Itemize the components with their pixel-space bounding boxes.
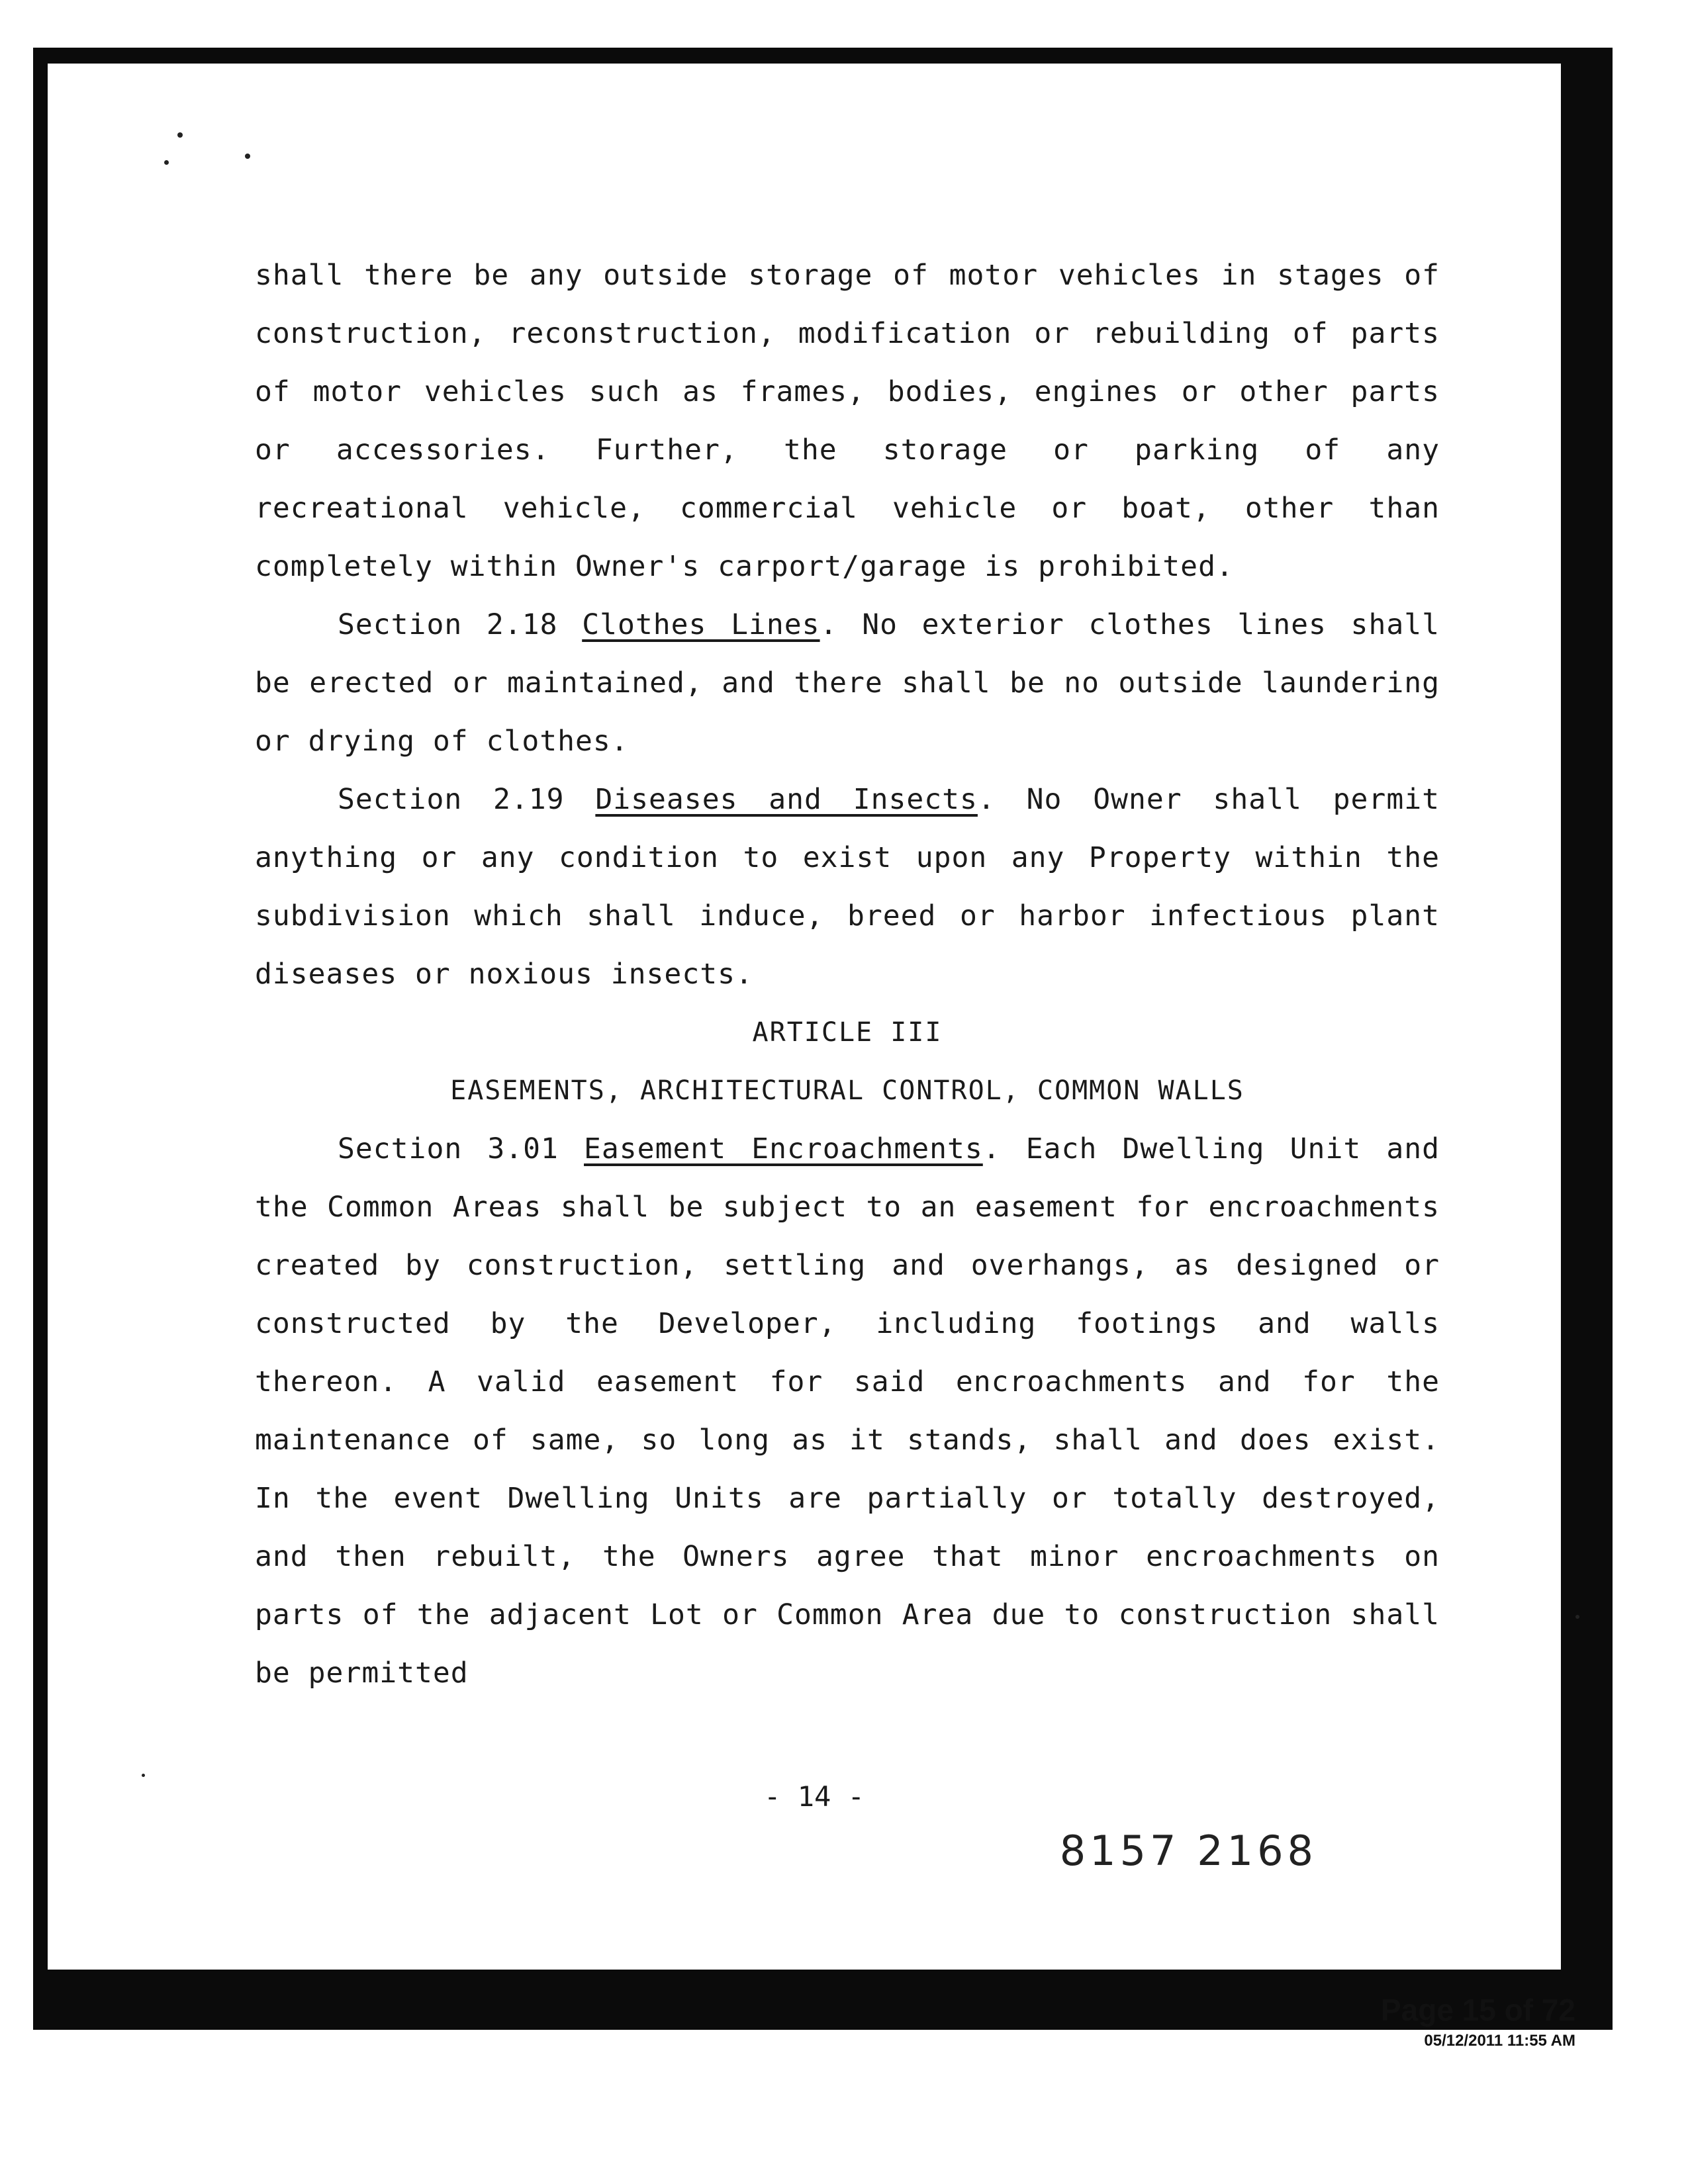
scan-speck [1575, 1615, 1579, 1619]
section-number: Section 2.19 [338, 783, 565, 816]
section-3-01: Section 3.01 Easement Encroachments. Each Dwelling Unit and the Common Areas shall be subject to an easement for encroachments created by construction, settling and overhangs, as designed or constructed by the Developer, including footings and walls thereon. A valid easement for said encroachments and for the maintenance of same, so long as it stands, shall and does exist. In the event Dwelling Units are partially or totally destroyed, and then rebuilt, the Owners agree that minor encroachments on parts of the adjacent Lot or Common Area due to construction shall be permitted [255, 1132, 1440, 1690]
section-text: No Owner shall permit anything or any condition to exist upon any Property within the subdivision which shall induce, breed or harbor infectious plant diseases or noxious insects. [255, 783, 1440, 991]
scan-speck [245, 154, 250, 159]
article-label: ARTICLE III [752, 1017, 943, 1048]
section-title: Clothes Lines [582, 608, 820, 641]
paragraph-storage: shall there be any outside storage of motor vehicles in stages of construction, reconstruction, modification or rebuilding of parts of motor vehicles such as frames, bodies, engines or other parts or accessories. Further, the storage or parking of any recreational vehicle, commercial vehicle or boat, other than completely within Owner's carport/garage is prohibited. [255, 259, 1440, 583]
article-title: EASEMENTS, ARCHITECTURAL CONTROL, COMMON WALLS [450, 1075, 1244, 1106]
section-text: No exterior clothes lines shall be erected or maintained, and there shall be no outside laundering or drying of clothes. [255, 608, 1440, 758]
section-2-18: Section 2.18 Clothes Lines. No exterior clothes lines shall be erected or maintained, and there shall be no outside laundering or drying of clothes. [255, 608, 1440, 758]
footer-timestamp: 05/12/2011 11:55 AM [1424, 2032, 1575, 2050]
section-number: Section 3.01 [338, 1132, 559, 1165]
section-title: Diseases and Insects [595, 783, 978, 816]
scan-speck [177, 132, 183, 138]
section-2-19: Section 2.19 Diseases and Insects. No Owner shall permit anything or any condition to exist upon any Property within the subdivision which shall induce, breed or harbor infectious plant diseases or noxious insects. [255, 783, 1440, 991]
book-page-reference: 8157 2168 [1059, 1827, 1317, 1875]
section-text: Each Dwelling Unit and the Common Areas shall be subject to an easement for encroachments created by construction, settling and overhangs, as designed or constructed by the Developer, including footings and walls thereon. A valid easement for said encroachments and for the maintenance of same, so long as it stands, shall and does exist. In the event Dwelling Units are partially or totally destroyed, and then rebuilt, the Owners agree that minor encroachments on parts of the adjacent Lot or Common Area due to construction shall be permitted [255, 1132, 1440, 1690]
scan-speck [142, 1774, 145, 1777]
page-number: - 14 - [764, 1780, 865, 1813]
section-title: Easement Encroachments [584, 1132, 983, 1165]
document-body [255, 246, 1440, 1702]
footer-page-count: Page 15 of 72 [1380, 1993, 1575, 2027]
scan-speck [164, 160, 169, 165]
section-number: Section 2.18 [338, 608, 558, 641]
